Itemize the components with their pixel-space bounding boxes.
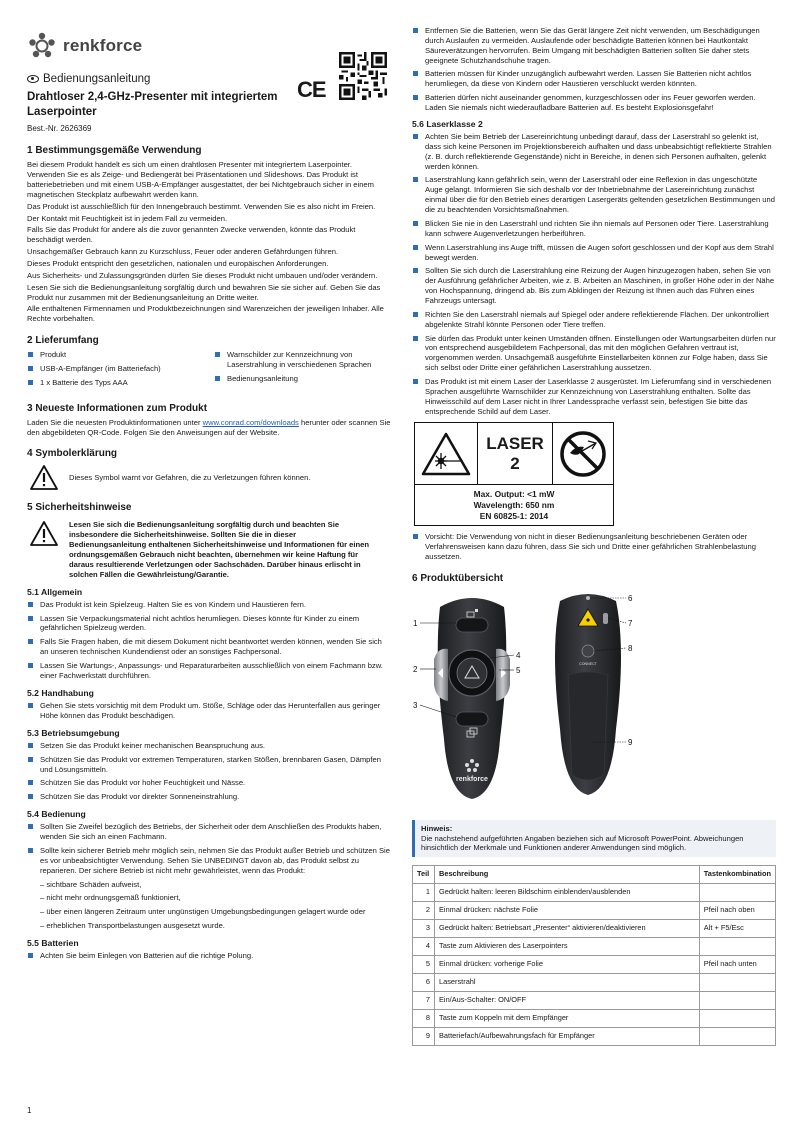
s1-paragraph: Aus Sicherheits- und Zulassungsgründen dürfen Sie dieses Produkt nicht umbauen und/oder verändern. (27, 270, 378, 280)
s53-list (27, 741, 391, 802)
laser-class-number: 2 (510, 453, 520, 473)
cell-part: 8 (413, 1010, 435, 1028)
list-item: Schützen Sie das Produkt vor extremen Temperaturen, starken Stößen, brennbaren Gasen, Dämpfen und Lösungsmitteln. (27, 755, 391, 775)
heading-s56: 5.6 Laserklasse 2 (412, 118, 483, 129)
renkforce-logo-icon (27, 31, 57, 61)
left-column (27, 28, 391, 965)
callout-2: 2 (413, 664, 418, 674)
list-item: Sollten Sie Zweifel bezüglich des Betriebs, der Sicherheit oder dem Anschließen des Produkts haben, wenden Sie sich an einen Fachmann. (27, 822, 391, 842)
cell-description: Einmal drücken: nächste Folie (435, 902, 700, 920)
presenter-illustration (412, 589, 776, 814)
key-table-body (413, 884, 776, 1046)
symbol-text: Dieses Symbol warnt vor Gefahren, die zu Verletzungen führen können. (69, 472, 311, 482)
list-item: Laserstrahlung kann gefährlich sein, wenn der Laserstrahl oder eine Reflexion in das ungeschützte Auge gelangt. Informieren Sie sich deshalb vor der Inbetriebnahme der Lasereinrichtung zunächst einmal über die für den Betrieb eines derartigen Lasergeräts geltenden gesetzlichen Bestimmungen und die zu beachtenden Vorsichtsmaßnahmen. (412, 175, 776, 214)
delivery-list-col2 (214, 350, 391, 392)
cell-keys (699, 992, 775, 1010)
s1-body (27, 160, 391, 324)
s1-paragraph: Alle enthaltenen Firmennamen und Produktbezeichnungen sind Warenzeichen der jeweiligen Inhaber. Alle Rechte vorbehalten. (27, 304, 384, 324)
heading-s2: 2 Lieferumfang (27, 335, 99, 347)
brand-logo (27, 28, 391, 64)
list-item: Blicken Sie nie in den Laserstrahl und richten Sie ihn niemals auf Personen oder Tiere. Laserstrahlung kann schwere Augenverletzungen herbeiführen. (412, 219, 776, 239)
s3-text (27, 418, 391, 438)
device-brand-front: renkforce (456, 775, 488, 783)
list-item: Schützen Sie das Produkt vor direkter Sonneneinstrahlung. (27, 792, 391, 802)
list-item: Vorsicht: Die Verwendung von nicht in dieser Bedienungsanleitung beschriebenen Geräten oder Verfahrensweisen kann dazu führen, dass Sie sich und Dritte einer gefährlichen Strahlenbelastung aussetzen. (412, 532, 776, 562)
heading-s3: 3 Neueste Informationen zum Produkt (27, 402, 208, 414)
cell-keys (699, 974, 775, 992)
s1-paragraph: Der Kontakt mit Feuchtigkeit ist in jedem Fall zu vermeiden. (27, 213, 228, 223)
note-box (412, 820, 776, 858)
s3-text-after: herunter oder scannen Sie den abgebildeten QR-Code. Folgen Sie den Anweisungen auf der Website. (27, 417, 391, 437)
table-row (413, 920, 776, 938)
col-header-description: Beschreibung (435, 866, 700, 884)
cell-part: 5 (413, 956, 435, 974)
heading-s6: 6 Produktübersicht (412, 572, 504, 584)
callout-6: 6 (628, 593, 633, 603)
list-item: Achten Sie beim Einlegen von Batterien auf die richtige Polung. (27, 951, 391, 961)
note-title: Hinweis: (421, 823, 453, 833)
list-item: Setzen Sie das Produkt keiner mechanischen Beanspruchung aus. (27, 741, 391, 751)
table-row (413, 1028, 776, 1046)
ce-mark: CE (297, 76, 326, 102)
laser-label-top (415, 423, 613, 485)
key-table (412, 865, 776, 1046)
page-number: 1 (27, 1106, 32, 1115)
delivery-list-col1 (27, 350, 204, 392)
connect-label: CONNECT (579, 661, 597, 666)
list-item: USB-A-Empfänger (im Batteriefach) (27, 364, 204, 374)
s1-paragraph: Lesen Sie sich die Bedienungsanleitung sorgfältig durch und bewahren Sie sie sicher auf. Geben Sie das Produkt nur zusammen mit der Bedienungsanleitung an Dritte weiter. (27, 282, 381, 302)
warning-triangle-icon (29, 520, 59, 547)
cell-part: 3 (413, 920, 435, 938)
laser-warning-label (414, 422, 614, 526)
cell-keys: Pfeil nach unten (699, 956, 775, 974)
list-item: Sie dürfen das Produkt unter keinen Umständen öffnen. Einstellungen oder Wartungsarbeiten dürfen nur von entsprechend ausgebildetem Fachpersonal, das mit den möglichen Gefahren vertraut ist, vorgenommen werden. Unsachgemäß ausgeführte Einstellarbeiten können zur Folge haben, dass Sie sich selbst oder Dritte einer gefährlichen Laserstrahlung aussetzen. (412, 334, 776, 373)
list-item: Lassen Sie Wartungs-, Anpassungs- und Reparaturarbeiten ausschließlich von einem Fachmann bzw. einer Fachwerkstatt durchführen. (27, 661, 391, 681)
list-item: Falls Sie Fragen haben, die mit diesem Dokument nicht beantwortet werden können, wenden Sie sich an unseren technischen Kundendienst oder an sonstiges Fachpersonal. (27, 637, 391, 657)
doc-type (27, 72, 391, 87)
table-row (413, 902, 776, 920)
cell-description: Gedrückt halten: Betriebsart „Presenter“ aktivieren/deaktivieren (435, 920, 700, 938)
list-item: Sollten Sie sich durch die Laserstrahlung eine Reizung der Augen hinzugezogen haben, sehen Sie von der Ausführung gefährlicher Arbeiten, wie z. B. Arbeiten an Maschinen, in großer Höhe oder in der Nähe von Hochspannung, dringend ab. Bis zum Abklingen der Reizung ist Ihnen auch das Führen eines Fahrzeugs untersagt. (412, 266, 776, 305)
list-item: Das Produkt ist mit einem Laser der Laserklasse 2 ausgerüstet. Im Lieferumfang sind in verschiedenen Sprachen ausgeführte Warnschilder zur Kennzeichnung von Laserstrahlung enthalten. Sollte das Hinweisschild auf dem Laser nicht in Ihrer Landessprache verfasst sein, befestigen Sie bitte das entsprechende Schild auf dem Laser. (412, 377, 776, 416)
table-row (413, 884, 776, 902)
eye-icon (27, 75, 39, 83)
power-switch-7[interactable] (603, 613, 608, 624)
laser-button-4[interactable] (457, 658, 487, 688)
s1-paragraph: Dieses Produkt entspricht den gesetzlichen, nationalen und europäischen Anforderungen. (27, 258, 329, 268)
doc-type-label: Bedienungsanleitung (43, 73, 151, 85)
laser-standard: EN 60825-1: 2014 (479, 511, 549, 522)
cell-description: Batteriefach/Aufbewahrungsfach für Empfänger (435, 1028, 700, 1046)
connect-button-8[interactable] (582, 645, 594, 657)
cell-part: 9 (413, 1028, 435, 1046)
heading-s52: 5.2 Handhabung (27, 687, 94, 698)
s51-list (27, 600, 391, 681)
cell-part: 7 (413, 992, 435, 1010)
s54-list (27, 822, 391, 875)
list-item: Batterien müssen für Kinder unzugänglich aufbewahrt werden. Lassen Sie Batterien nicht achtlos herumliegen, da diese von Kindern oder Haustieren verschluckt werden könnten. (412, 69, 776, 89)
table-header-row (413, 866, 776, 884)
sub-item: – nicht mehr ordnungsgemäß funktioniert, (40, 893, 181, 903)
cell-part: 4 (413, 938, 435, 956)
download-link[interactable]: www.conrad.com/downloads (202, 417, 299, 427)
heading-s5: 5 Sicherheitshinweise (27, 502, 132, 514)
list-item: Bedienungsanleitung (214, 374, 391, 384)
s55-list-right (412, 26, 776, 113)
callout-7: 7 (628, 618, 633, 628)
note-text: Die nachstehend aufgeführten Angaben beziehen sich auf Microsoft PowerPoint. Abweichungen hinsichtlich der Merkmale und Funktionen anderer Anwendungen sind möglich. (421, 833, 744, 853)
no-eye-cell (553, 423, 613, 484)
cell-keys (699, 1028, 775, 1046)
cell-description: Ein/Aus-Schalter: ON/OFF (435, 992, 700, 1010)
warning-triangle-icon (29, 464, 59, 491)
table-row (413, 1010, 776, 1028)
cell-keys (699, 1010, 775, 1028)
list-item: Schützen Sie das Produkt vor hoher Feuchtigkeit und Nässe. (27, 778, 391, 788)
cell-description: Taste zum Koppeln mit dem Empfänger (435, 1010, 700, 1028)
list-item: Batterien dürfen nicht auseinander genommen, kurzgeschlossen oder ins Feuer geworfen werden. Laden Sie niemals nicht wiederaufladbare Batterien auf. Es besteht Explosionsgefahr! (412, 93, 776, 113)
safety-warning (27, 520, 391, 579)
list-item: 1 x Batterie des Typs AAA (27, 378, 204, 388)
s54-sublist (27, 880, 391, 931)
qr-code[interactable] (339, 52, 387, 100)
cell-description: Gedrückt halten: leeren Bildschirm einblenden/ausblenden (435, 884, 700, 902)
callout-1: 1 (413, 618, 418, 628)
laser-output: Max. Output: <1 mW (473, 489, 555, 500)
product-figure (412, 589, 776, 814)
s55-list-left (27, 951, 391, 961)
heading-s51: 5.1 Allgemein (27, 586, 83, 597)
cell-description: Einmal drücken: vorherige Folie (435, 956, 700, 974)
callout-8: 8 (628, 643, 633, 653)
heading-s54: 5.4 Bedienung (27, 809, 86, 820)
cell-keys: Alt + F5/Esc (699, 920, 775, 938)
heading-s1: 1 Bestimmungsgemäße Verwendung (27, 145, 202, 157)
s1-paragraph: Unsachgemäßer Gebrauch kann zu Kurzschluss, Feuer oder anderen Gefährdungen führen. (27, 247, 339, 257)
list-item: Warnschilder zur Kennzeichnung von Laserstrahlung in verschiedenen Sprachen (214, 350, 391, 370)
sub-item: – erheblichen Transportbelastungen ausgesetzt wurde. (40, 921, 225, 931)
callout-3: 3 (413, 700, 418, 710)
heading-s53: 5.3 Betriebsumgebung (27, 727, 120, 738)
logo-text: renkforce (63, 35, 143, 55)
cell-part: 1 (413, 884, 435, 902)
button-1[interactable] (456, 618, 488, 632)
s56-list (412, 132, 776, 416)
cell-keys (699, 884, 775, 902)
article-number: Best.-Nr. 2626369 (27, 123, 92, 133)
list-item: Achten Sie beim Betrieb der Lasereinrichtung unbedingt darauf, dass der Laserstrahl so gelenkt ist, dass sich keine Personen im Projektionsbereich aufhalten und dass unbeabsichtigt reflektierte Strahlen (z. B. durch reflektierende Gegenstände) nicht in Bereiche, in denen sich Personen aufhalten, gelenkt werden können. (412, 132, 776, 171)
table-row (413, 956, 776, 974)
table-row (413, 992, 776, 1010)
laser-wavelength: Wavelength: 650 nm (473, 500, 555, 511)
laser-specs (415, 485, 613, 525)
heading-s55: 5.5 Batterien (27, 938, 79, 948)
list-item: Sollte kein sicherer Betrieb mehr möglich sein, nehmen Sie das Produkt außer Betrieb und schützen Sie es vor unbeabsichtigter Verwendung. Sehen Sie UNBEDINGT davon ab, das Produkt selbst zu reparieren. Der sichere Betrieb ist nicht mehr gewährleistet, wenn das Produkt: (27, 846, 391, 876)
cell-description: Taste zum Aktivieren des Laserpointers (435, 938, 700, 956)
callout-9: 9 (628, 737, 633, 747)
list-item: Entfernen Sie die Batterien, wenn Sie das Gerät längere Zeit nicht verwenden, um Beschädigungen durch Auslaufen zu vermeiden. Auslaufende oder beschädigte Batterien können bei Hautkontakt Säureverätzungen hervorrufen. Beim Umgang mit beschädigten Batterien sollten Sie daher stets geeignete Schutzhandschuhe tragen. (412, 26, 776, 65)
sub-item: – über einen längeren Zeitraum unter ungünstigen Umgebungsbedingungen gelagert wurde oder (40, 907, 366, 917)
symbol-row (27, 464, 391, 491)
s3-text-before: Laden Sie die neuesten Produktinformationen unter (27, 417, 203, 427)
no-eye-icon (558, 429, 608, 479)
s52-list (27, 701, 391, 721)
right-column (412, 26, 776, 1046)
delivery-list (27, 350, 391, 392)
list-item: Produkt (27, 350, 204, 360)
s56-after-list (412, 532, 776, 562)
s1-paragraph: Bei diesem Produkt handelt es sich um einen drahtlosen Presenter mit integriertem Laserpointer. Verwenden Sie es als Zeige- und Bediengerät bei Präsentationen und Slideshows. Das Produkt ist batteriebetrieben und mit einem USB-A-Empfänger ausgestattet, der bei Nichtgebrauch sicher in einem magnetischen Steckplatz aufbewahrt werden kann. (27, 160, 374, 199)
heading-s4: 4 Symbolerklärung (27, 448, 118, 460)
cell-keys: Pfeil nach oben (699, 902, 775, 920)
list-item: Lassen Sie Verpackungsmaterial nicht achtlos herumliegen. Dieses könnte für Kinder zu einem gefährlichen Spielzeug werden. (27, 614, 391, 634)
cell-part: 2 (413, 902, 435, 920)
list-item: Richten Sie den Laserstrahl niemals auf Spiegel oder andere reflektierende Flächen. Der unkontrolliert abgelenkte Strahl könnte Personen oder Tiere treffen. (412, 310, 776, 330)
laser-class-cell (477, 423, 553, 484)
table-row (413, 974, 776, 992)
laser-hazard-cell (415, 423, 477, 484)
page-title: Drahtloser 2,4-GHz-Presenter mit integriertem Laserpointer (27, 90, 278, 118)
laser-word: LASER (486, 434, 544, 454)
laser-hazard-icon (421, 432, 471, 476)
cell-description: Laserstrahl (435, 974, 700, 992)
list-item: Gehen Sie stets vorsichtig mit dem Produkt um. Stöße, Schläge oder das Herunterfallen aus geringer Höhe können das Produkt beschädigen. (27, 701, 391, 721)
battery-cover-9[interactable] (568, 672, 608, 780)
table-row (413, 938, 776, 956)
col-header-part: Teil (413, 866, 435, 884)
cell-part: 6 (413, 974, 435, 992)
list-item: Das Produkt ist kein Spielzeug. Halten Sie es von Kindern und Haustieren fern. (27, 600, 391, 610)
callout-5: 5 (516, 665, 521, 675)
cell-keys (699, 938, 775, 956)
safety-warning-text: Lesen Sie sich die Bedienungsanleitung sorgfältig durch und beachten Sie insbesondere die Sicherheitshinweise. Sollten Sie die in dieser Bedienungsanleitung enthaltenen Sicherheitshinweise und Informationen für einen ordnungsgemäßen Gebrauch nicht beachten, übernehmen wir keine Haftung für daraus resultierende Verletzungen oder Sachschäden. Darüber hinaus erlischt in solchen Fällen die Gewährleistung/Garantie. (69, 520, 369, 579)
col-header-keys: Tastenkombination (699, 866, 775, 884)
list-item: Wenn Laserstrahlung ins Auge trifft, müssen die Augen sofort geschlossen und der Kopf aus dem Strahl bewegt werden. (412, 243, 776, 263)
callout-4: 4 (516, 650, 521, 660)
sub-item: – sichtbare Schäden aufweist, (40, 879, 142, 889)
s1-paragraph: Falls Sie das Produkt für andere als die zuvor genannten Zwecke verwenden, könnte das Produkt beschädigt werden. (27, 225, 356, 245)
button-3[interactable] (456, 712, 488, 726)
s1-paragraph: Das Produkt ist ausschließlich für den Innengebrauch bestimmt. Verwenden Sie es also nicht im Freien. (27, 201, 376, 211)
